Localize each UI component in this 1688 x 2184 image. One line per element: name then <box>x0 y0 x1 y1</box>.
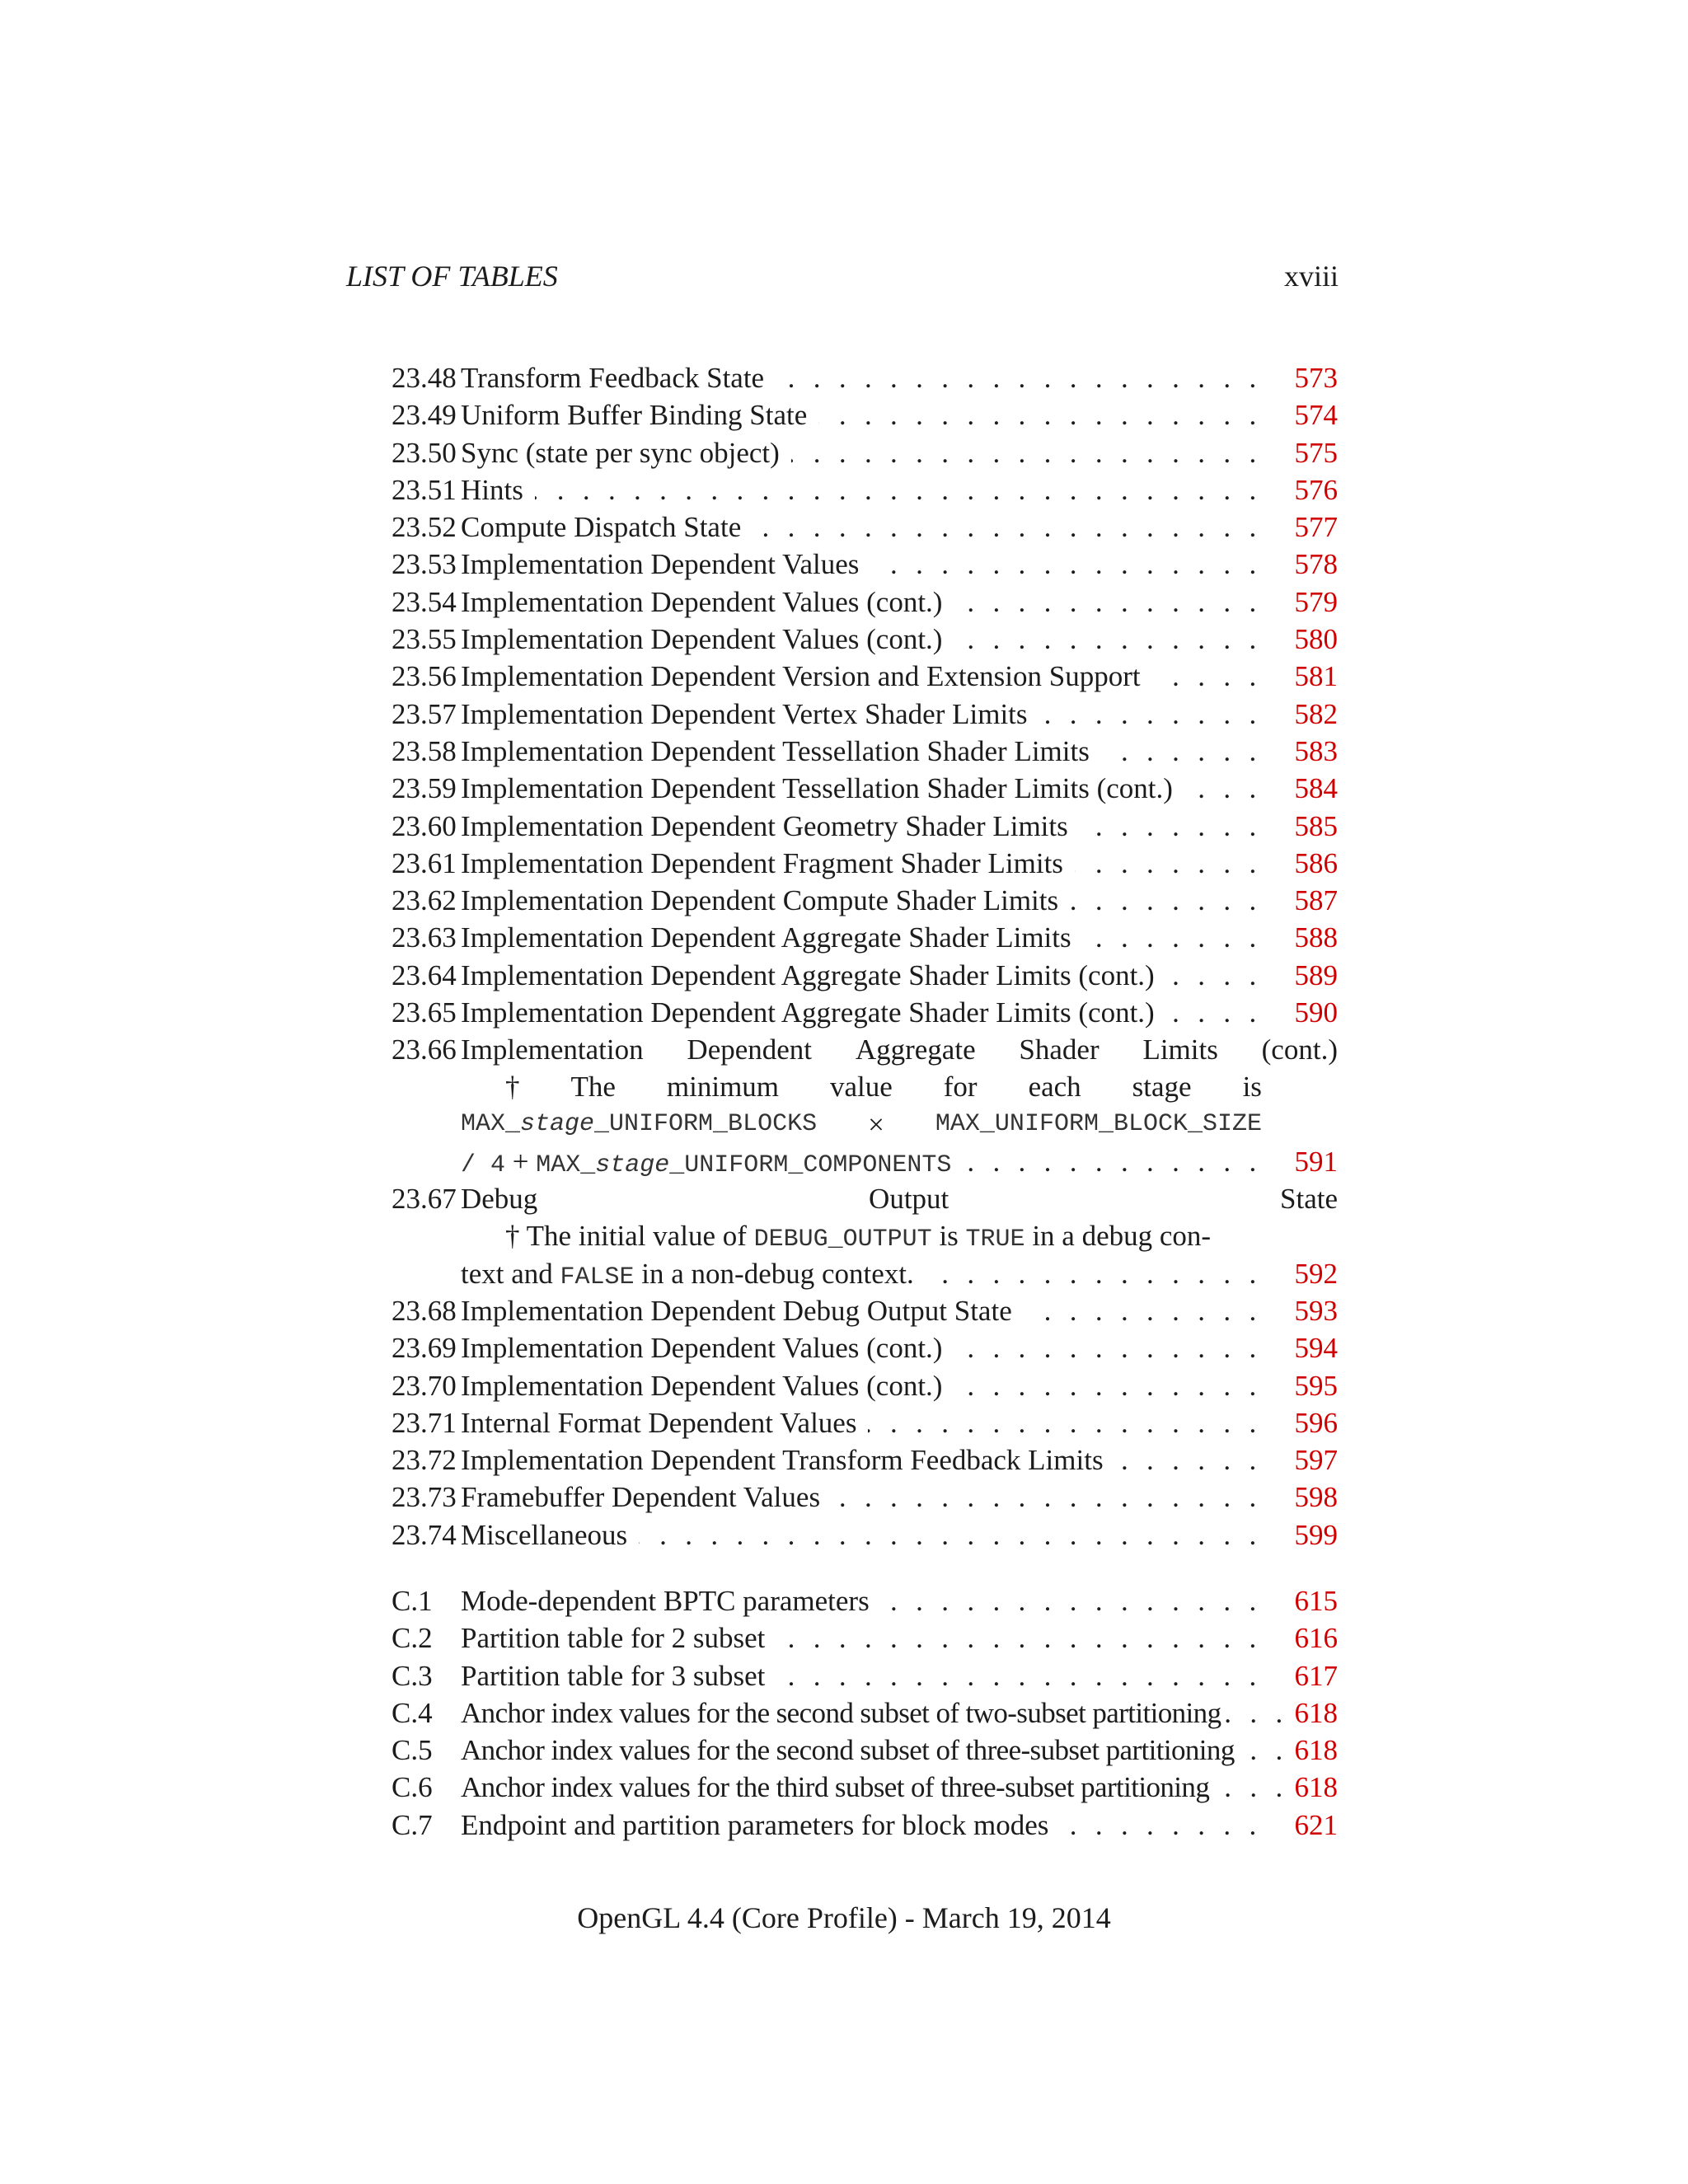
list-item[interactable] <box>392 1732 1338 1769</box>
entry-23-66 <box>392 1031 1338 1180</box>
entry-number: 23.61 <box>392 846 457 879</box>
entry-number: C.2 <box>392 1622 433 1655</box>
entry-title: Partition table for 2 subset <box>461 1622 776 1654</box>
entry-number: 23.53 <box>392 548 457 581</box>
page-footer: OpenGL 4.4 (Core Profile) - March 19, 2014 <box>577 1901 1111 1934</box>
table-list-part-1 <box>392 359 1338 1031</box>
list-item[interactable] <box>392 845 1338 882</box>
entry-number: C.1 <box>392 1585 433 1617</box>
page-link[interactable]: 618 <box>1294 1771 1338 1804</box>
list-item[interactable] <box>392 396 1338 434</box>
entry-title: Implementation Dependent Vertex Shader Limits <box>461 698 1039 730</box>
entry-title: Internal Format Dependent Values <box>461 1407 868 1439</box>
list-item[interactable] <box>392 919 1338 956</box>
list-item[interactable] <box>392 1657 1338 1694</box>
page-link[interactable]: 615 <box>1294 1585 1338 1617</box>
page-link[interactable]: 590 <box>1294 996 1338 1029</box>
entry-title: Implementation Dependent Values (cont.) <box>461 1370 954 1402</box>
entry-number: 23.64 <box>392 958 457 991</box>
page-link[interactable]: 578 <box>1294 548 1338 581</box>
entry-number: 23.50 <box>392 436 457 469</box>
entry-title: Implementation Dependent Values (cont.) <box>461 1332 954 1364</box>
page-link[interactable]: 592 <box>1294 1257 1338 1290</box>
list-item[interactable] <box>392 1694 1338 1732</box>
entry-title: Implementation Dependent Aggregate Shader Limits <box>461 921 1083 954</box>
list-item[interactable] <box>392 359 1338 396</box>
entry-title: Implementation Dependent Aggregate Shader Limits (cont.) <box>461 996 1166 1029</box>
entry-number: 23.54 <box>392 585 457 618</box>
entry-title: Partition table for 3 subset <box>461 1660 776 1692</box>
list-item[interactable] <box>392 1292 1338 1329</box>
entry-title: Sync (state per sync object) <box>461 437 791 469</box>
table-list-appendix-c <box>392 1582 1338 1844</box>
page-link[interactable]: 598 <box>1294 1481 1338 1514</box>
entry-title: Implementation Dependent Transform Feedback Limits <box>461 1444 1115 1476</box>
page-link[interactable]: 582 <box>1294 697 1338 730</box>
entry-title: Implementation Dependent Fragment Shader Limits <box>461 847 1075 879</box>
list-item <box>392 1031 1338 1068</box>
entry-number: C.4 <box>392 1696 433 1729</box>
list-item[interactable] <box>392 770 1338 807</box>
page-link[interactable]: 594 <box>1294 1332 1338 1365</box>
list-item[interactable] <box>392 882 1338 919</box>
entry-23-67 <box>392 1180 1338 1292</box>
running-title: LIST OF TABLES <box>346 260 558 293</box>
entry-number: 23.58 <box>392 734 457 767</box>
entry-number: 23.69 <box>392 1332 457 1365</box>
list-item[interactable] <box>392 546 1338 583</box>
entry-title: Mode-dependent BPTC parameters <box>461 1585 881 1617</box>
entry-title: Transform Feedback State <box>461 362 776 394</box>
entry-number: 23.63 <box>392 921 457 954</box>
entry-number: C.3 <box>392 1659 433 1692</box>
list-item[interactable] <box>392 1516 1338 1554</box>
entry-number: 23.71 <box>392 1406 457 1439</box>
entry-note-formula-end: / 4 + MAX_stage_UNIFORM_COMPONENTS <box>461 1146 963 1178</box>
list-item[interactable] <box>392 509 1338 546</box>
list-item[interactable] <box>392 1441 1338 1479</box>
list-item[interactable] <box>392 471 1338 509</box>
list-item[interactable] <box>392 1769 1338 1806</box>
entry-title: Implementation Dependent Values <box>461 548 870 580</box>
list-item[interactable] <box>392 733 1338 770</box>
entry-title: Framebuffer Dependent Values <box>461 1481 832 1513</box>
entry-number: 23.65 <box>392 996 457 1029</box>
page-link[interactable]: 577 <box>1294 511 1338 544</box>
list-item[interactable] <box>392 1619 1338 1657</box>
page-link[interactable]: 596 <box>1294 1406 1338 1439</box>
page-link[interactable]: 591 <box>1294 1145 1338 1178</box>
entry-title: Implementation Dependent Values (cont.) <box>461 586 954 618</box>
entry-note-line: † The minimum value for each stage is <box>505 1071 1262 1104</box>
entry-title-line[interactable]: Debug Output State <box>461 1183 1338 1215</box>
entry-number: 23.56 <box>392 660 457 693</box>
list-item[interactable] <box>392 957 1338 994</box>
entry-title: Implementation Dependent Geometry Shader Limits <box>461 810 1080 842</box>
list-item[interactable] <box>392 808 1338 845</box>
list-item[interactable] <box>392 621 1338 658</box>
entry-number: 23.72 <box>392 1444 457 1477</box>
entry-number: C.5 <box>392 1734 433 1767</box>
entry-title: Anchor index values for the second subset of two-subset partitioning <box>461 1696 1221 1729</box>
list-item[interactable] <box>392 696 1338 733</box>
entry-title: Implementation Dependent Version and Extension Support <box>461 660 1152 692</box>
list-item[interactable] <box>392 583 1338 621</box>
entry-number: 23.66 <box>392 1033 457 1066</box>
entry-number: 23.60 <box>392 809 457 842</box>
list-item[interactable] <box>392 434 1338 471</box>
page-link[interactable]: 595 <box>1294 1369 1338 1402</box>
list-item[interactable] <box>392 1367 1338 1404</box>
page-link[interactable]: 618 <box>1294 1734 1338 1767</box>
entry-title: Implementation Dependent Compute Shader Limits <box>461 884 1070 916</box>
running-header <box>346 259 1339 300</box>
page-link[interactable]: 618 <box>1294 1696 1338 1729</box>
page-link[interactable]: 588 <box>1294 921 1338 954</box>
entry-title: Compute Dispatch State <box>461 511 753 543</box>
list-item[interactable] <box>392 1329 1338 1366</box>
page-link[interactable]: 586 <box>1294 846 1338 879</box>
entry-number: C.6 <box>392 1771 433 1804</box>
page-link[interactable]: 617 <box>1294 1659 1338 1692</box>
entry-number: 23.52 <box>392 511 457 544</box>
page-link[interactable]: 621 <box>1294 1808 1338 1841</box>
entry-number: 23.57 <box>392 697 457 730</box>
page-link[interactable]: 583 <box>1294 734 1338 767</box>
entry-title: Endpoint and partition parameters for block modes <box>461 1809 1060 1841</box>
entry-number: 23.49 <box>392 399 457 432</box>
page-link[interactable]: 589 <box>1294 958 1338 991</box>
entry-number: 23.51 <box>392 473 457 506</box>
entry-number: 23.59 <box>392 772 457 805</box>
entry-number: 23.48 <box>392 362 457 394</box>
entry-note-line-end: text and FALSE in a non-debug context. <box>461 1258 926 1290</box>
entry-title: Implementation Dependent Values (cont.) <box>461 623 954 655</box>
page-link[interactable]: 597 <box>1294 1444 1338 1477</box>
table-list-part-2 <box>392 1292 1338 1554</box>
list-item[interactable] <box>392 658 1338 695</box>
entry-title: Implementation Dependent Tessellation Shader Limits (cont.) <box>461 772 1184 804</box>
list-item[interactable] <box>392 994 1338 1031</box>
page-link[interactable]: 599 <box>1294 1518 1338 1551</box>
page-link[interactable]: 581 <box>1294 660 1338 693</box>
entry-title: Miscellaneous <box>461 1519 639 1551</box>
entry-number: 23.55 <box>392 623 457 656</box>
entry-number: 23.67 <box>392 1183 457 1215</box>
page-link[interactable]: 587 <box>1294 884 1338 917</box>
entry-title: Anchor index values for the second subset of three-subset partitioning <box>461 1734 1235 1767</box>
entry-note-line: † The initial value of DEBUG_OUTPUT is TRUE in a debug con- <box>505 1220 1212 1254</box>
entry-title-line[interactable]: Implementation Dependent Aggregate Shader Limits (cont.) <box>461 1033 1338 1066</box>
entry-title: Anchor index values for the third subset of three-subset partitioning <box>461 1771 1210 1804</box>
page-link[interactable]: 616 <box>1294 1622 1338 1655</box>
entry-title: Implementation Dependent Debug Output State <box>461 1295 1024 1327</box>
entry-number: 23.68 <box>392 1295 457 1327</box>
page-link[interactable]: 576 <box>1294 473 1338 506</box>
page-link[interactable]: 584 <box>1294 772 1338 805</box>
entry-note-formula: MAX_stage_UNIFORM_BLOCKS × MAX_UNIFORM_BLOCK_SIZE <box>461 1108 1262 1141</box>
page-link[interactable]: 573 <box>1294 362 1338 394</box>
list-item[interactable] <box>392 1404 1338 1441</box>
page-link[interactable]: 580 <box>1294 623 1338 656</box>
entry-title: Uniform Buffer Binding State <box>461 399 818 431</box>
entry-title: Implementation Dependent Tessellation Shader Limits <box>461 735 1101 767</box>
entry-number: 23.73 <box>392 1481 457 1514</box>
entry-number: C.7 <box>392 1808 433 1841</box>
page-link[interactable]: 575 <box>1294 436 1338 469</box>
page-link[interactable]: 579 <box>1294 585 1338 618</box>
entry-number: 23.62 <box>392 884 457 917</box>
page-link[interactable]: 585 <box>1294 809 1338 842</box>
page-number: xviii <box>1283 260 1339 293</box>
entry-title: Hints <box>461 474 535 506</box>
entry-number: 23.70 <box>392 1369 457 1402</box>
page-link[interactable]: 593 <box>1294 1295 1338 1327</box>
list-item[interactable] <box>392 1479 1338 1516</box>
list-item[interactable] <box>392 1582 1338 1619</box>
list-item[interactable] <box>392 1807 1338 1844</box>
entry-number: 23.74 <box>392 1518 457 1551</box>
entry-title: Implementation Dependent Aggregate Shader Limits (cont.) <box>461 959 1166 991</box>
page-link[interactable]: 574 <box>1294 399 1338 432</box>
